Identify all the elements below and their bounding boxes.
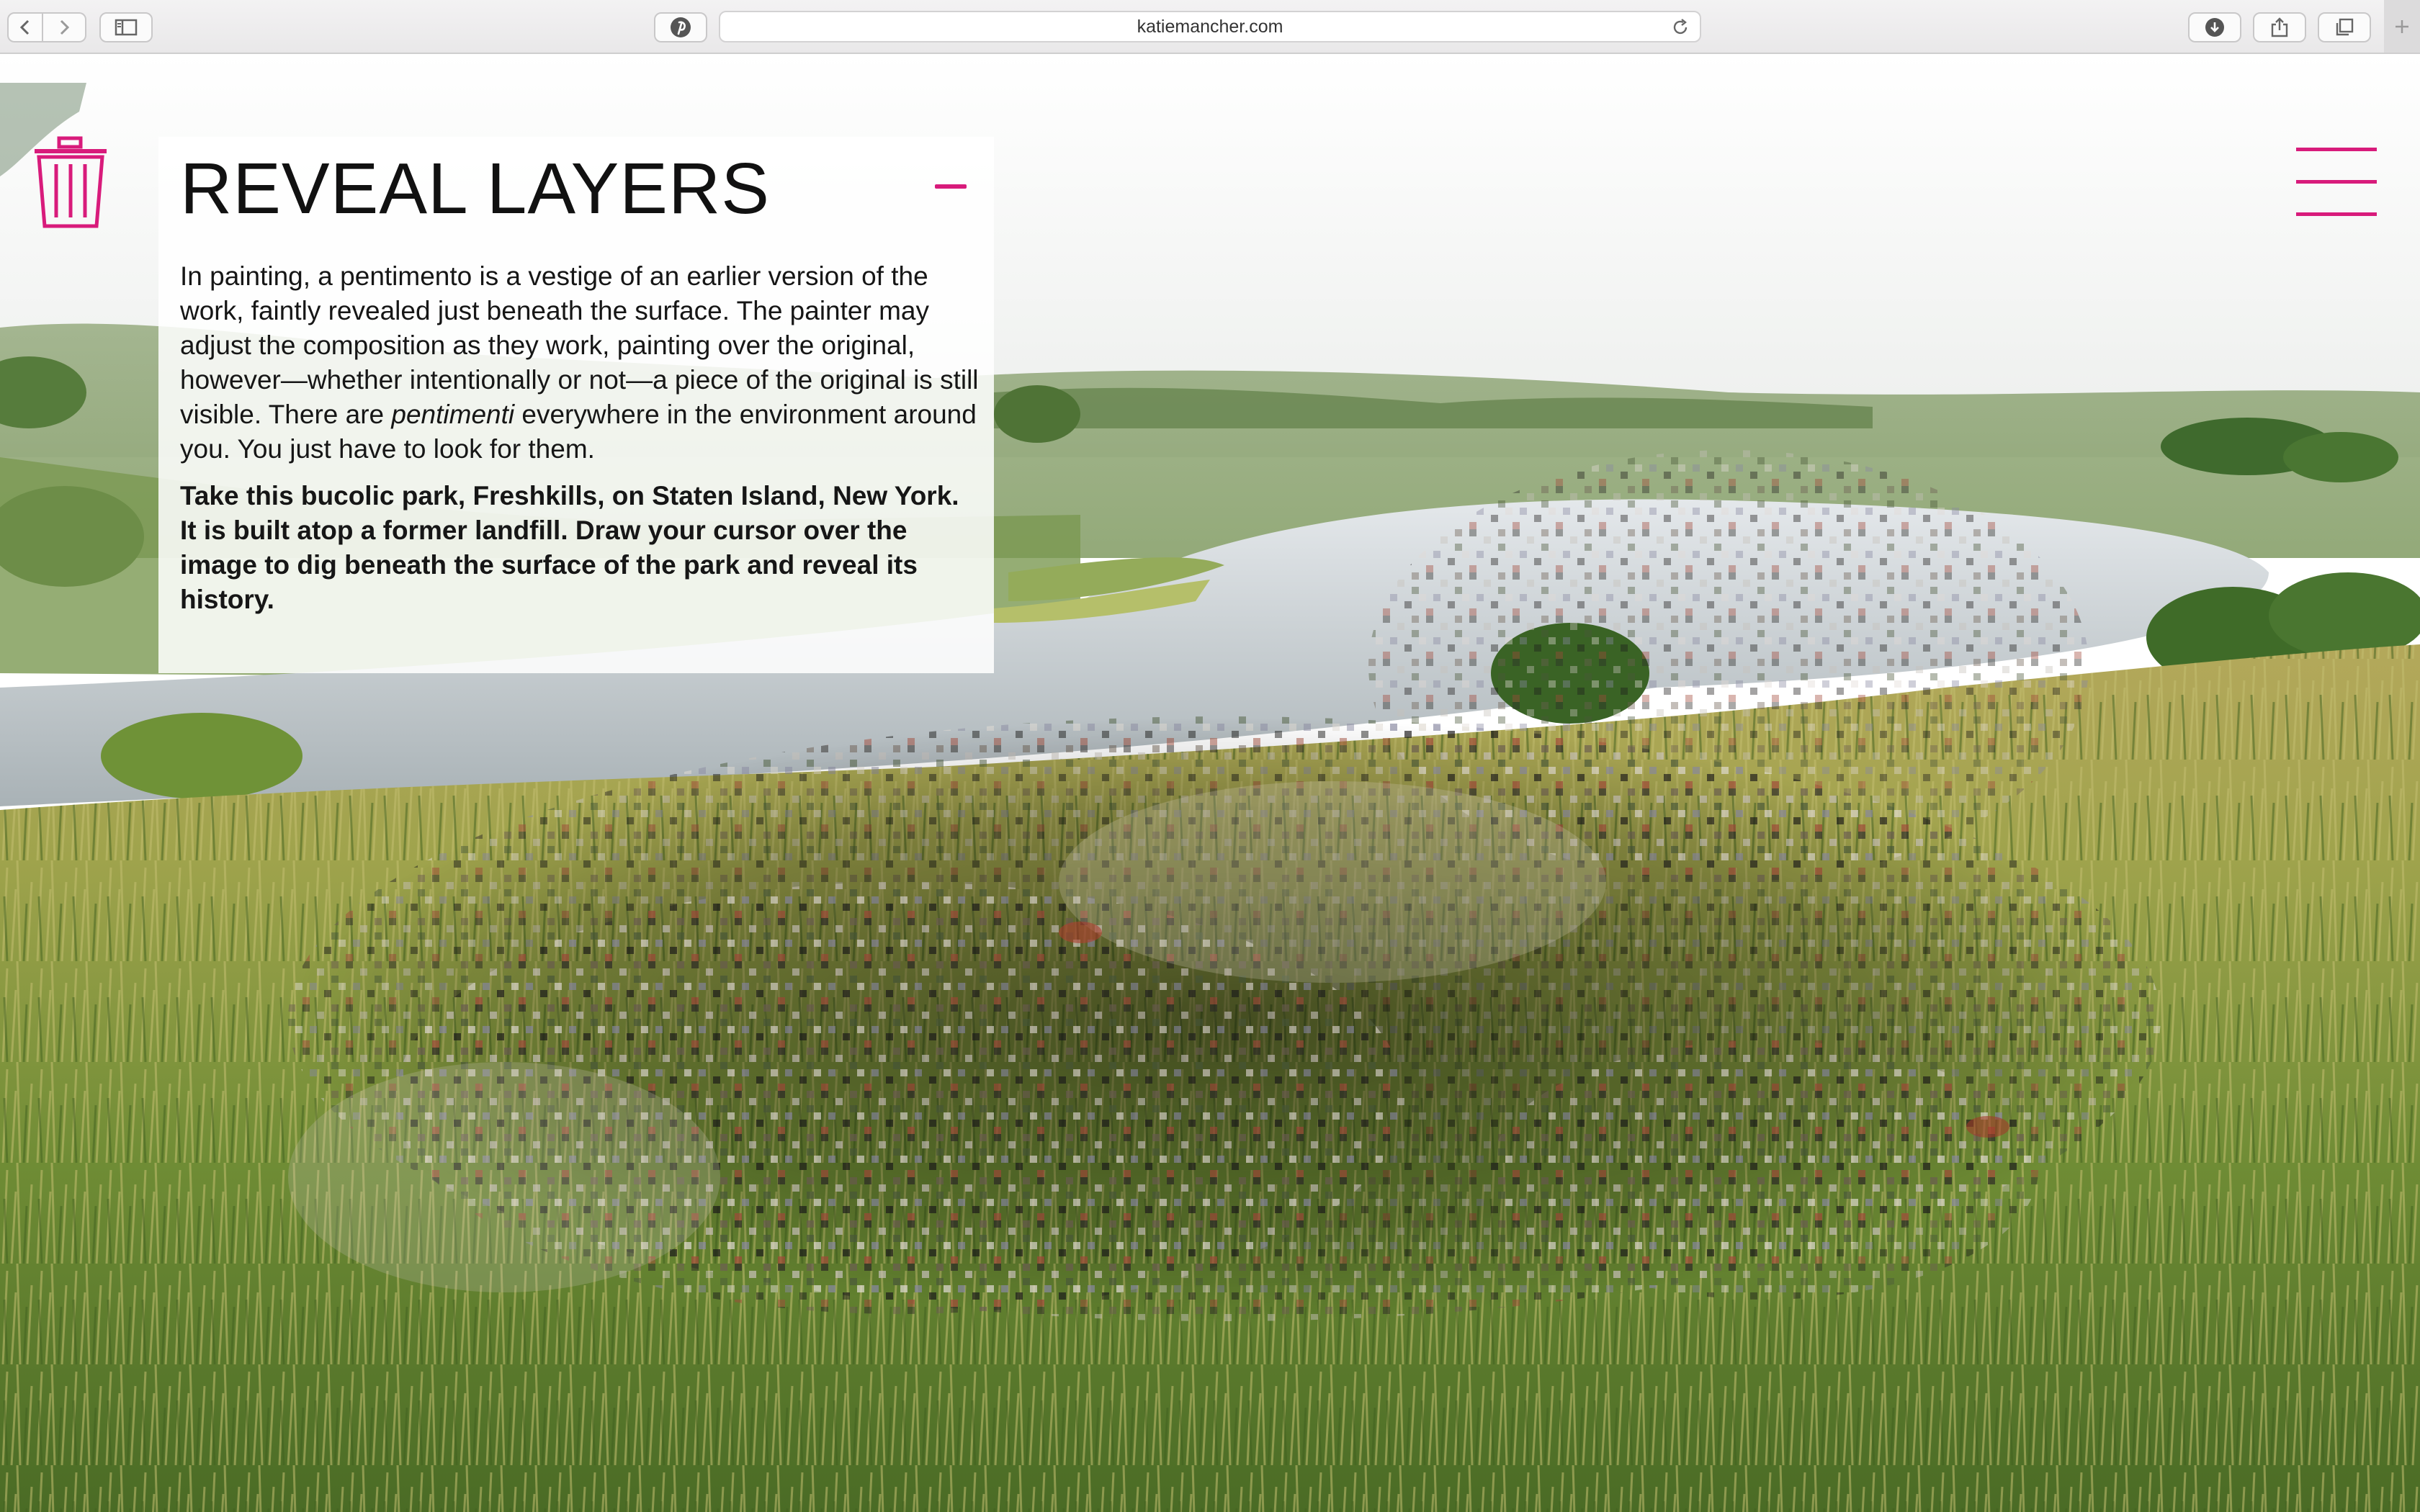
pinterest-icon (670, 17, 691, 38)
browser-toolbar (0, 0, 2420, 54)
tabs-overview-button[interactable] (2318, 12, 2371, 42)
menu-button[interactable] (2296, 148, 2377, 220)
page-title: REVEAL LAYERS (180, 148, 770, 229)
intro-text (180, 259, 980, 617)
info-panel (158, 137, 994, 673)
hamburger-menu-icon (2296, 148, 2377, 217)
trash-button[interactable] (32, 135, 109, 233)
url-text: katiemancher.com (1137, 16, 1283, 37)
collapse-button[interactable] (935, 184, 967, 189)
page-content (0, 54, 2420, 1512)
forward-button[interactable] (43, 12, 86, 42)
tabs-overview-icon (2334, 17, 2354, 37)
instruction-paragraph: Take this bucolic park, Freshkills, on Staten Island, New York. It is built atop a former landfill. Draw your cursor over the image to dig beneath the surface of the park and reveal its history. (180, 481, 959, 614)
back-button[interactable] (7, 12, 43, 42)
reload-button[interactable] (1671, 18, 1690, 42)
intro-italic-term: pentimenti (391, 400, 515, 429)
share-button[interactable] (2253, 12, 2306, 42)
plus-icon (2394, 19, 2410, 35)
new-tab-button[interactable] (2384, 0, 2420, 53)
trash-can-icon (32, 135, 109, 229)
download-icon (2204, 17, 2226, 38)
address-bar[interactable] (719, 11, 1701, 42)
sidebar-icon (115, 19, 138, 36)
sidebar-button[interactable] (99, 12, 153, 42)
chevron-right-icon (57, 19, 71, 36)
reload-icon (1671, 18, 1690, 37)
chevron-left-icon (18, 19, 32, 36)
share-icon (2270, 17, 2289, 38)
intro-paragraph: In painting, a pentimento is a vestige of an earlier version of the work, faintly revealed just beneath the surface. The painter may adjust the composition as they work, painting over the original, however—whether intentionally or not—a piece of the original is still visible. There are pentimenti everywhere in the environment around you. You just have to look for them. (180, 261, 979, 464)
downloads-button[interactable] (2188, 12, 2241, 42)
pinterest-button[interactable] (654, 12, 707, 42)
